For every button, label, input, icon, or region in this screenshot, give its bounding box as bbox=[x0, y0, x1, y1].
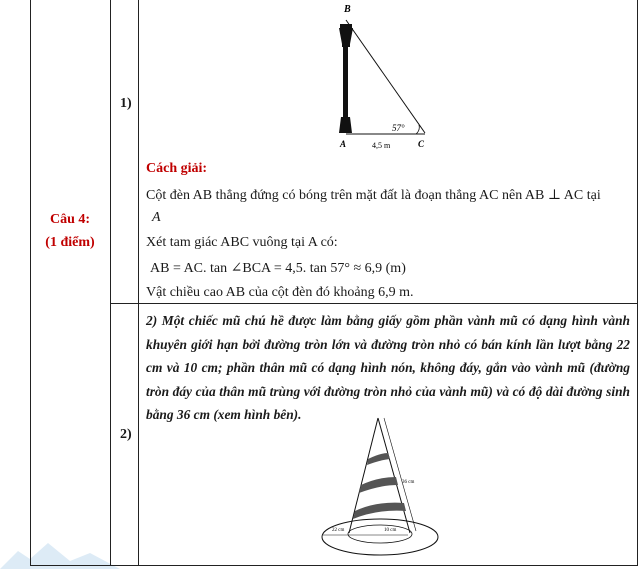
label-b: B bbox=[344, 4, 351, 15]
label-a: A bbox=[340, 139, 347, 149]
solution-heading: Cách giải: bbox=[146, 161, 208, 176]
solution-conclusion: Vật chiều cao AB của cột đèn đó khoảng 6,9 m. bbox=[146, 285, 414, 300]
clown-hat-figure bbox=[318, 413, 448, 563]
question-points: (1 điểm) bbox=[45, 235, 95, 250]
slant-label: 36 cm bbox=[402, 480, 415, 485]
lamp-post-figure bbox=[322, 0, 442, 160]
outer-radius-label: 22 cm bbox=[332, 528, 345, 533]
solution-formula: AB = AC. tan ∠BCA = 4,5. tan 57° ≈ 6,9 (m) bbox=[150, 261, 406, 276]
solution-line-3: Xét tam giác ABC vuông tại A có: bbox=[146, 235, 338, 250]
part2-number: 2) bbox=[120, 427, 132, 442]
solution-line-1: Cột đèn AB thẳng đứng có bóng trên mặt đất là đoạn thẳng AC nên AB ⊥ AC tại bbox=[146, 188, 601, 203]
question-label bbox=[30, 208, 110, 254]
distance-label: 4,5 m bbox=[372, 141, 391, 150]
inner-radius-label: 10 cm bbox=[384, 528, 397, 533]
solution-line-2: A bbox=[152, 210, 161, 225]
question-number: Câu 4: bbox=[49, 212, 91, 227]
problem-text: 2) Một chiếc mũ chú hề được làm bằng giấy gồm phần vành mũ có dạng hình vành khuyên giới hạn bởi đường tròn lớn và đường tròn nhỏ có bán kính lần lượt bằng 22 cm và 10 cm; phần thân mũ có dạng hình nón, không đáy, gắn vào vành mũ (đường tròn đáy của thân mũ trùng với đường tròn nhỏ của vành mũ) và có độ dài đường sinh bằng 36 cm (xem hình bên). bbox=[146, 313, 630, 422]
part1-number: 1) bbox=[120, 96, 132, 111]
angle-label: 57° bbox=[392, 123, 405, 133]
label-c: C bbox=[418, 139, 425, 149]
